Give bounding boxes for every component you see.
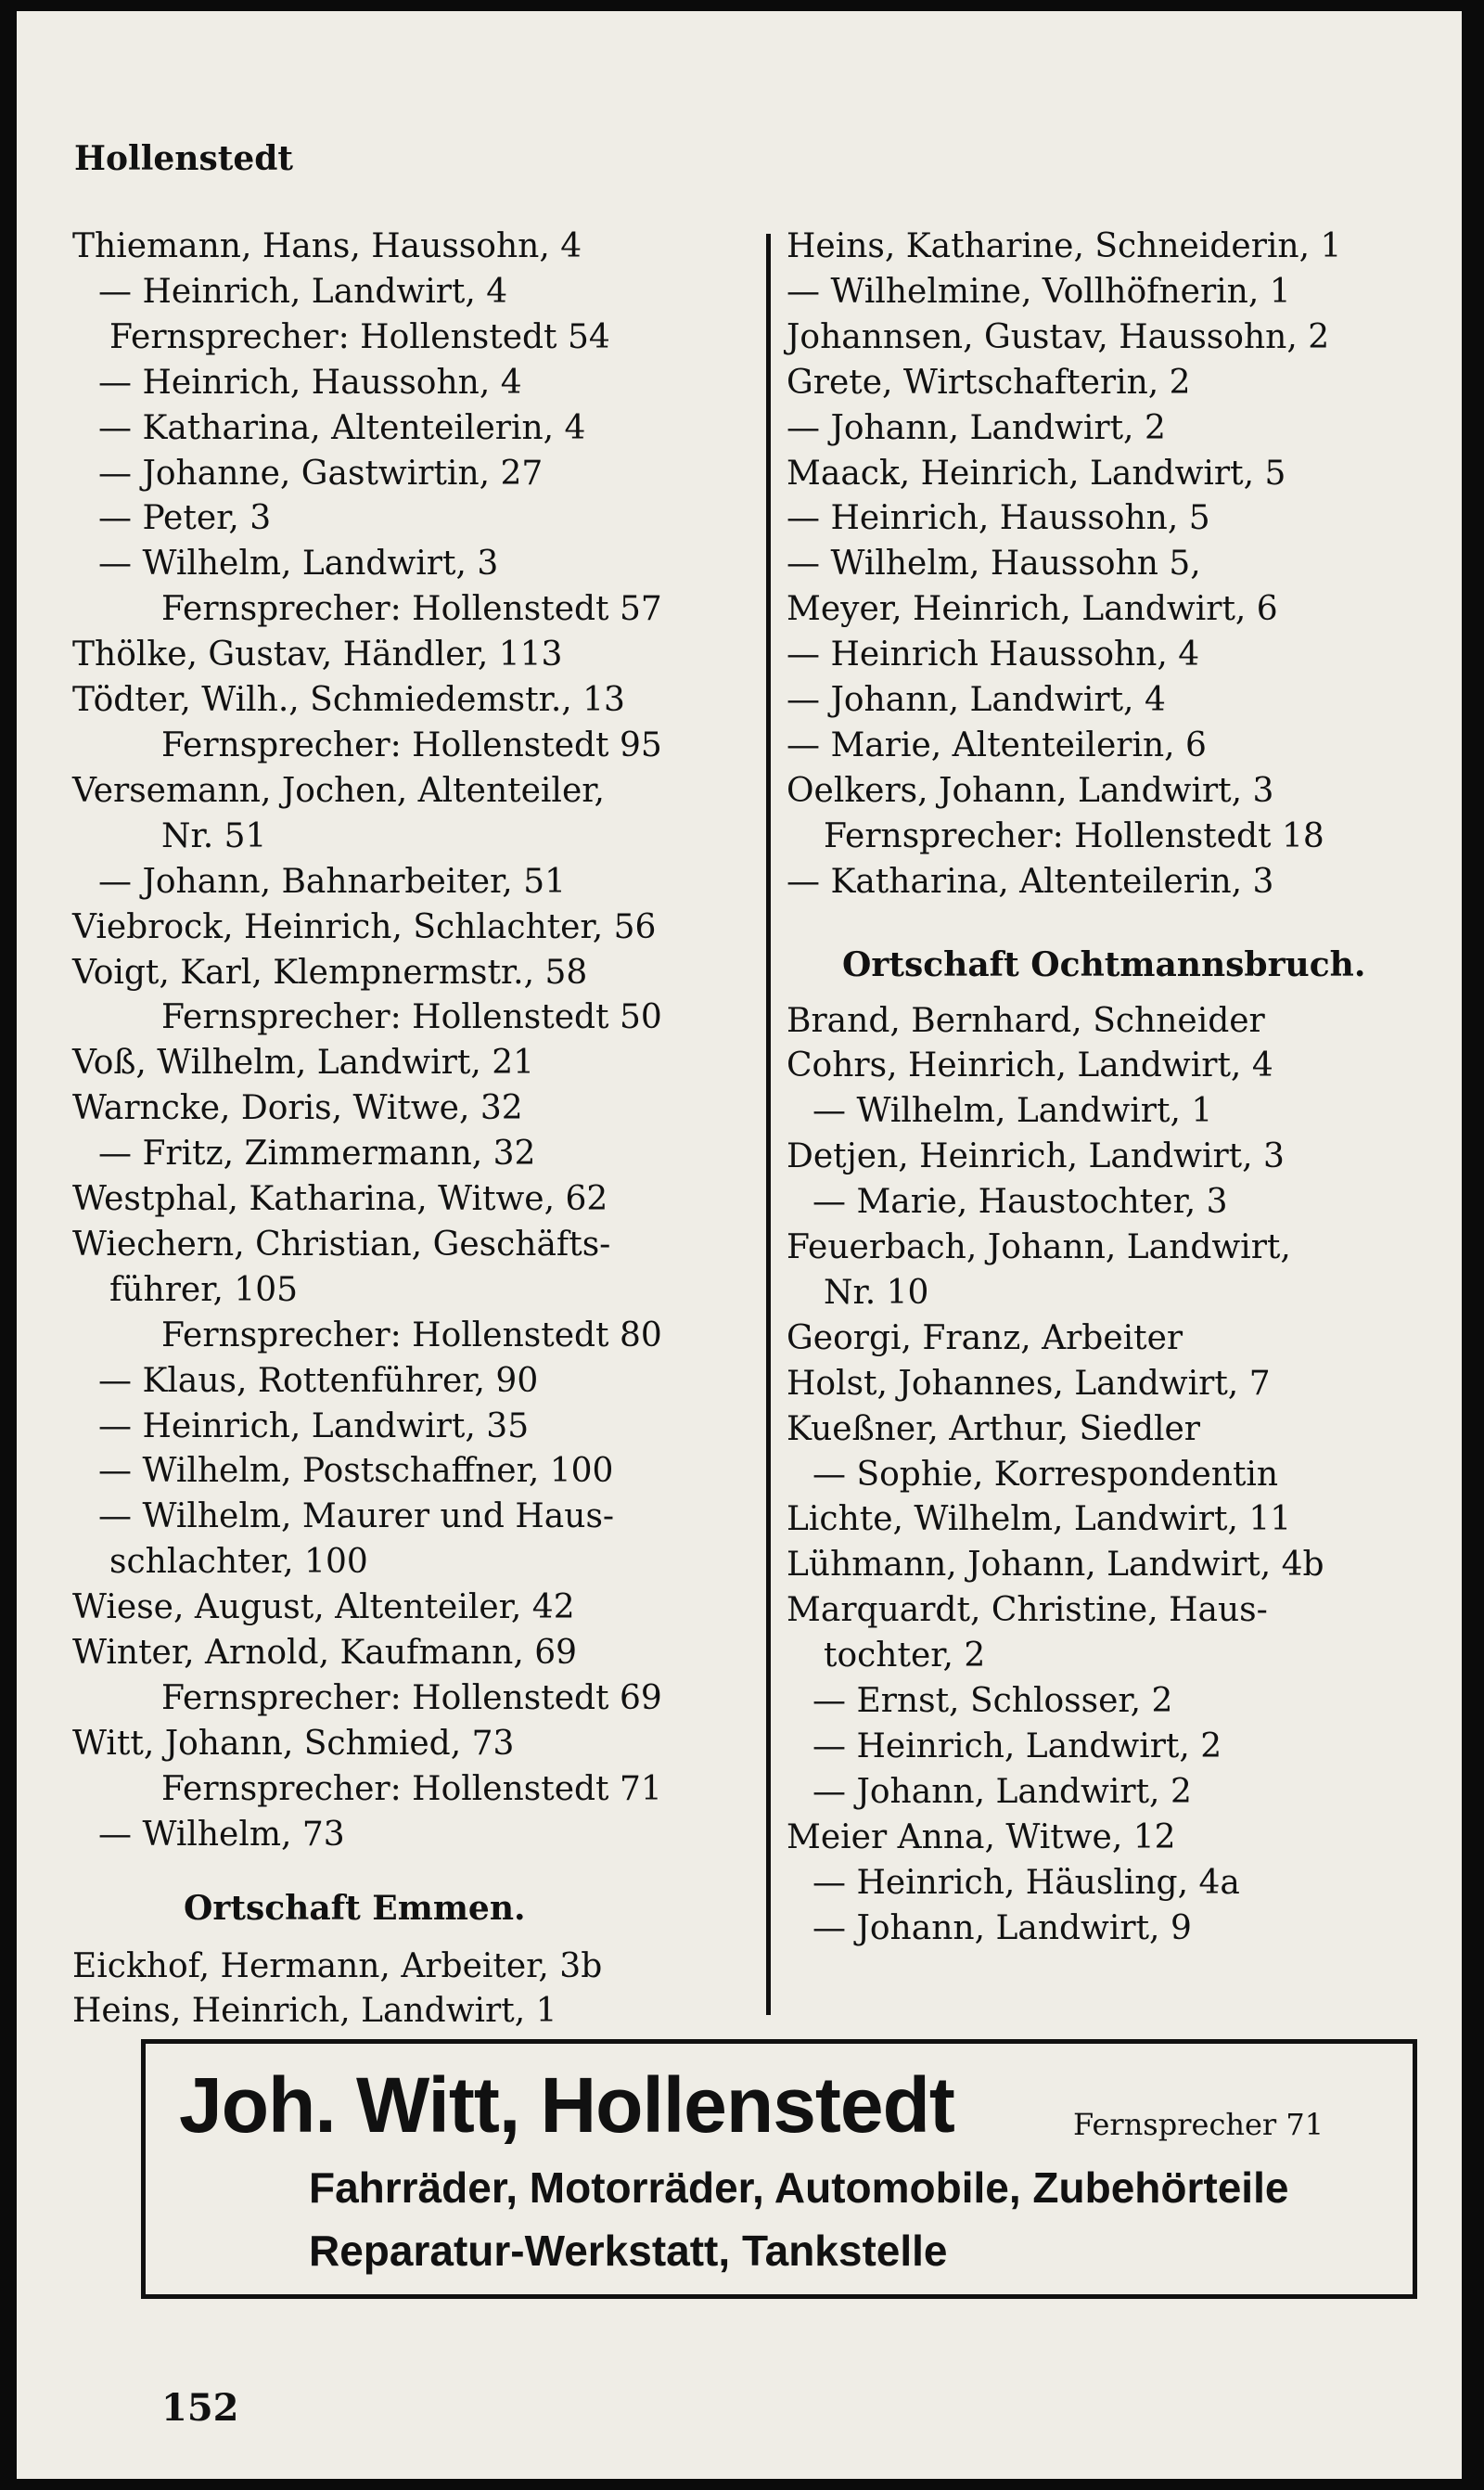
directory-entry: Heins, Katharine, Schneiderin, 1 <box>787 227 1342 265</box>
phone-entry: Fernsprecher: Hollenstedt 50 <box>161 998 662 1037</box>
directory-entry: Oelkers, Johann, Landwirt, 3 <box>787 771 1274 810</box>
directory-entry: — Peter, 3 <box>98 499 272 538</box>
running-head: Hollenstedt <box>74 139 294 178</box>
directory-entry: Holst, Johannes, Landwirt, 7 <box>787 1364 1271 1403</box>
directory-entry: — Wilhelm, Postschaffner, 100 <box>98 1452 614 1491</box>
phone-entry: Fernsprecher: Hollenstedt 69 <box>161 1679 662 1717</box>
directory-entry: — Wilhelm, Maurer und Haus- <box>98 1497 615 1536</box>
directory-entry: Wiese, August, Altenteiler, 42 <box>72 1588 575 1627</box>
directory-entry: Cohrs, Heinrich, Landwirt, 4 <box>787 1046 1273 1085</box>
directory-entry-continuation: tochter, 2 <box>824 1636 986 1675</box>
section-heading-ochtmannsbruch: Ortschaft Ochtmannsbruch. <box>842 944 1366 984</box>
directory-entry: Voigt, Karl, Klempnermstr., 58 <box>72 953 588 992</box>
directory-entry: — Katharina, Altenteilerin, 4 <box>98 408 586 447</box>
directory-entry: Brand, Bernhard, Schneider <box>787 1001 1265 1040</box>
directory-entry: — Wilhelm, Landwirt, 3 <box>98 545 499 584</box>
ad-phone: Fernsprecher 71 <box>1073 2107 1324 2142</box>
directory-entry: Voß, Wilhelm, Landwirt, 21 <box>72 1044 535 1083</box>
directory-entry: — Ernst, Schlosser, 2 <box>812 1682 1173 1721</box>
directory-entry: — Wilhelmine, Vollhöfnerin, 1 <box>787 272 1291 311</box>
directory-entry: Feuerbach, Johann, Landwirt, <box>787 1228 1291 1267</box>
phone-entry: Fernsprecher: Hollenstedt 80 <box>161 1316 662 1354</box>
directory-entry: — Marie, Haustochter, 3 <box>812 1183 1228 1222</box>
directory-entry: — Johanne, Gastwirtin, 27 <box>98 454 544 493</box>
directory-entry: Johannsen, Gustav, Haussohn, 2 <box>787 317 1330 356</box>
page-number: 152 <box>161 2386 239 2430</box>
directory-entry: — Johann, Landwirt, 9 <box>812 1908 1192 1947</box>
directory-entry: — Fritz, Zimmermann, 32 <box>98 1135 536 1174</box>
directory-entry: — Heinrich, Häusling, 4a <box>812 1863 1240 1902</box>
directory-entry-continuation: Nr. 10 <box>824 1273 929 1312</box>
directory-entry: Westphal, Katharina, Witwe, 62 <box>72 1180 608 1219</box>
ad-title: Joh. Witt, Hollenstedt <box>179 2061 954 2149</box>
directory-entry: — Wilhelm, Landwirt, 1 <box>812 1092 1213 1131</box>
directory-entry: — Heinrich, Landwirt, 4 <box>98 272 508 311</box>
directory-entry: Tödter, Wilh., Schmiedemstr., 13 <box>72 681 625 720</box>
directory-entry: Lühmann, Johann, Landwirt, 4b <box>787 1546 1324 1585</box>
directory-entry: Versemann, Jochen, Altenteiler, <box>72 771 605 810</box>
directory-entry: — Heinrich, Haussohn, 5 <box>787 499 1210 538</box>
section-heading-emmen: Ortschaft Emmen. <box>184 1888 526 1928</box>
directory-entry: Heins, Heinrich, Landwirt, 1 <box>72 1992 557 2031</box>
directory-entry: Viebrock, Heinrich, Schlachter, 56 <box>72 907 657 946</box>
directory-entry: — Johann, Landwirt, 2 <box>787 408 1166 447</box>
directory-entry: Winter, Arnold, Kaufmann, 69 <box>72 1634 578 1673</box>
directory-entry: Warncke, Doris, Witwe, 32 <box>72 1089 523 1128</box>
directory-entry: — Sophie, Korrespondentin <box>812 1455 1279 1494</box>
directory-entry: — Wilhelm, Haussohn 5, <box>787 545 1201 584</box>
directory-entry: — Wilhelm, 73 <box>98 1815 345 1854</box>
directory-entry: Thiemann, Hans, Haussohn, 4 <box>72 227 582 265</box>
directory-entry-continuation: schlachter, 100 <box>109 1543 368 1582</box>
directory-entry: Georgi, Franz, Arbeiter <box>787 1318 1183 1357</box>
directory-entry: — Marie, Altenteilerin, 6 <box>787 725 1207 764</box>
phone-entry: Fernsprecher: Hollenstedt 54 <box>109 317 610 356</box>
directory-entry: Wiechern, Christian, Geschäfts- <box>72 1225 611 1264</box>
directory-entry: Eickhof, Hermann, Arbeiter, 3b <box>72 1946 603 1985</box>
directory-entry: Lichte, Wilhelm, Landwirt, 11 <box>787 1500 1292 1539</box>
directory-entry: — Heinrich Haussohn, 4 <box>787 635 1200 674</box>
right-column <box>787 225 1454 1952</box>
directory-entry: Grete, Wirtschafterin, 2 <box>787 363 1191 402</box>
phone-entry: Fernsprecher: Hollenstedt 95 <box>161 725 662 764</box>
directory-entry: Witt, Johann, Schmied, 73 <box>72 1724 515 1763</box>
directory-entry: — Klaus, Rottenführer, 90 <box>98 1361 539 1400</box>
directory-entry: — Johann, Landwirt, 4 <box>787 681 1166 720</box>
directory-entry: Detjen, Heinrich, Landwirt, 3 <box>787 1137 1285 1176</box>
directory-entry-continuation: führer, 105 <box>109 1270 299 1309</box>
directory-entry: Meier Anna, Witwe, 12 <box>787 1817 1176 1856</box>
directory-entry-continuation: Nr. 51 <box>161 816 267 855</box>
advertisement-box <box>141 2039 1417 2299</box>
directory-page <box>17 11 1462 2479</box>
directory-entry: — Heinrich, Landwirt, 35 <box>98 1406 530 1445</box>
directory-entry: Maack, Heinrich, Landwirt, 5 <box>787 454 1286 493</box>
ad-services-line: Reparatur-Werkstatt, Tankstelle <box>309 2227 948 2275</box>
directory-entry: — Katharina, Altenteilerin, 3 <box>787 862 1274 901</box>
ad-products-line: Fahrräder, Motorräder, Automobile, Zubehörteile <box>309 2163 1289 2212</box>
directory-entry: Meyer, Heinrich, Landwirt, 6 <box>787 590 1278 629</box>
phone-entry: Fernsprecher: Hollenstedt 71 <box>161 1769 662 1808</box>
phone-entry: Fernsprecher: Hollenstedt 18 <box>824 816 1324 855</box>
directory-entry: — Heinrich, Haussohn, 4 <box>98 363 522 402</box>
directory-entry: Marquardt, Christine, Haus- <box>787 1591 1268 1630</box>
phone-entry: Fernsprecher: Hollenstedt 57 <box>161 590 662 629</box>
column-divider <box>766 234 771 2015</box>
directory-entry: Thölke, Gustav, Händler, 113 <box>72 635 563 674</box>
directory-entry: Kueßner, Arthur, Siedler <box>787 1409 1201 1448</box>
directory-entry: — Johann, Landwirt, 2 <box>812 1772 1192 1811</box>
directory-entry: — Johann, Bahnarbeiter, 51 <box>98 862 566 901</box>
left-column <box>72 225 749 2034</box>
directory-entry: — Heinrich, Landwirt, 2 <box>812 1727 1222 1765</box>
